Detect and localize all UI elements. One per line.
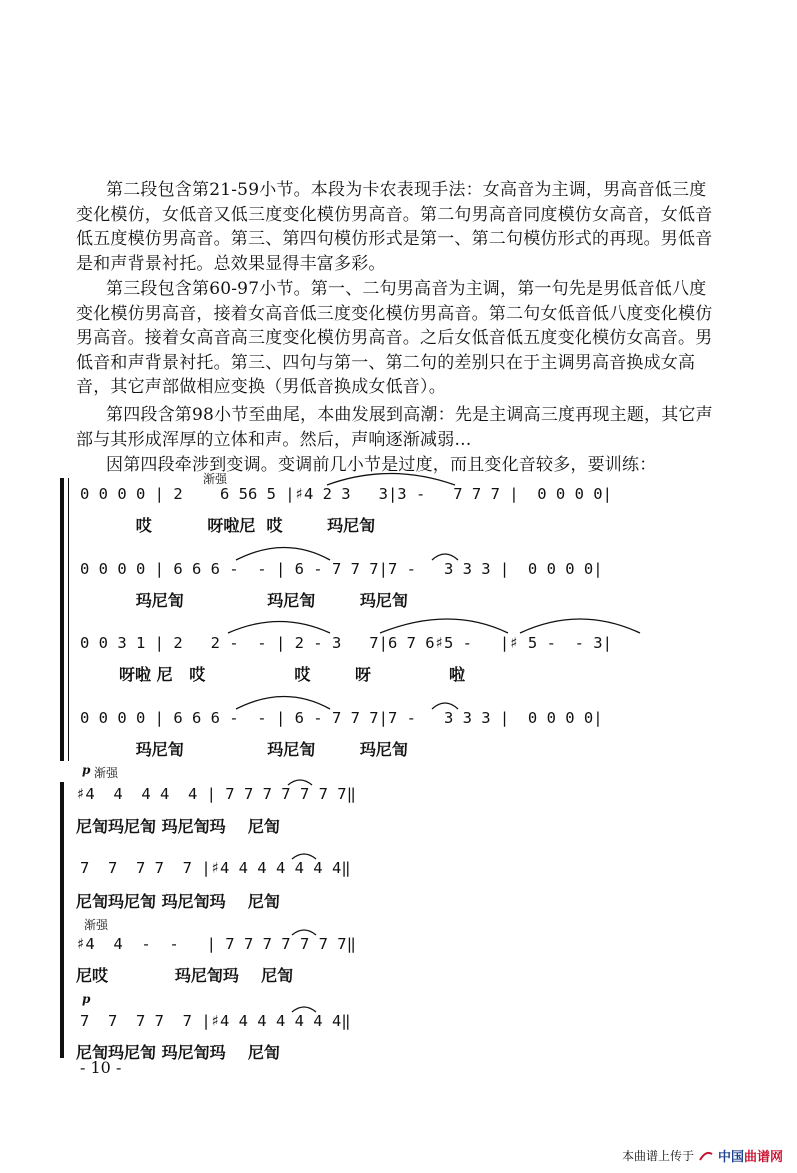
staff-8-notes: 7 7 7 7 7 |♯4 4 4 4 4 4 4‖ (80, 1012, 351, 1030)
staff-7-marking: 渐强 (84, 918, 109, 932)
staff-1-notes: 0 0 0 0 | 2 6 56 5 |♯4 2 3 3|3 - 7 7 7 | 0 0 0 0| (80, 485, 612, 503)
staff-4-lyrics: 玛尼訇 玛尼訇 玛尼訇 (80, 740, 408, 759)
staff-2-lyrics: 玛尼訇 玛尼訇 玛尼訇 (80, 591, 408, 610)
page-number: - 10 - (80, 1058, 122, 1077)
paragraph-training-intro: 因第四段牵涉到变调。变调前几小节是过度，而且变化音较多，要训练： (106, 455, 657, 475)
crescendo-marking: 渐强 (203, 472, 228, 486)
staff-5-marking: 渐强 (94, 766, 119, 780)
staff-2-notes: 0 0 0 0 | 6 6 6 - - | 6 - 7 7 7|7 - 3 3 3 | 0 0 0 0| (80, 560, 603, 578)
staff-3-lyrics: 呀啦 尼 哎 哎 呀 啦 (80, 665, 465, 684)
staff-6-notes: 7 7 7 7 7 |♯4 4 4 4 4 4 4‖ (80, 859, 351, 877)
staff-8-lyrics: 尼訇玛尼訇 玛尼訇玛 尼訇 (76, 1043, 280, 1062)
staff-3-notes: 0 0 3 1 | 2 2 - - | 2 - 3 7|6 7 6♯5 - |♯ 5 - - 3| (80, 634, 612, 652)
music-note-icon (698, 1150, 714, 1162)
paragraph-section-4: 第四段含第98小节至曲尾，本曲发展到高潮：先是主调高三度再现主题，其它声部与其形成浑厚的立体和声。然后，声响逐渐减弱… (76, 405, 713, 450)
staff-4-notes: 0 0 0 0 | 6 6 6 - - | 6 - 7 7 7|7 - 3 3 3 | 0 0 0 0| (80, 709, 603, 727)
system-2-bracket (60, 782, 64, 1058)
site-logo: 中国曲谱网 (717, 1150, 783, 1165)
paragraph-section-3: 第三段包含第60-97小节。第一、二句男高音为主调，第一句先是男低音低八度变化模仿男高音，接着女高音低三度变化模仿男高音。第二句女低音低八度变化模仿男高音。接着女高音高三度变化模仿男高音。之后女低音低五度变化模仿女高音。男低音和声背景衬托。第三、四句与第一、第二句的差别只在于主调男高音换成女高音，其它声部做相应变换（男低音换成女低音）。 (76, 279, 713, 397)
staff-5-lyrics: 尼訇玛尼訇 玛尼訇玛 尼訇 (76, 817, 280, 836)
footer-watermark (622, 1146, 783, 1165)
staff-5-dynamic: p (82, 763, 91, 777)
staff-1-lyrics: 哎 呀啦尼 哎 玛尼訇 (80, 516, 376, 535)
staff-7-notes: ♯4 4 - - | 7 7 7 7 7 7 7‖ (76, 935, 356, 953)
footer-text: 本曲谱上传于 (621, 1149, 694, 1163)
staff-7-lyrics: 尼哎 玛尼訇玛 尼訇 (76, 966, 294, 985)
staff-6-lyrics: 尼訇玛尼訇 玛尼訇玛 尼訇 (76, 892, 280, 911)
staff-5-notes: ♯4 4 4 4 4 | 7 7 7 7 7 7 7‖ (76, 785, 356, 803)
paragraph-section-2: 第二段包含第21-59小节。本段为卡农表现手法：女高音为主调，男高音低三度变化模仿，女低音又低三度变化模仿男高音。第二句男高音同度模仿女高音，女低音低五度模仿男高音。第三、第四句模仿形式是第一、第二句模仿形式的再现。男低音是和声背景衬托。总效果显得丰富多彩。 (76, 180, 713, 274)
staff-8-dynamic: p (82, 992, 91, 1006)
